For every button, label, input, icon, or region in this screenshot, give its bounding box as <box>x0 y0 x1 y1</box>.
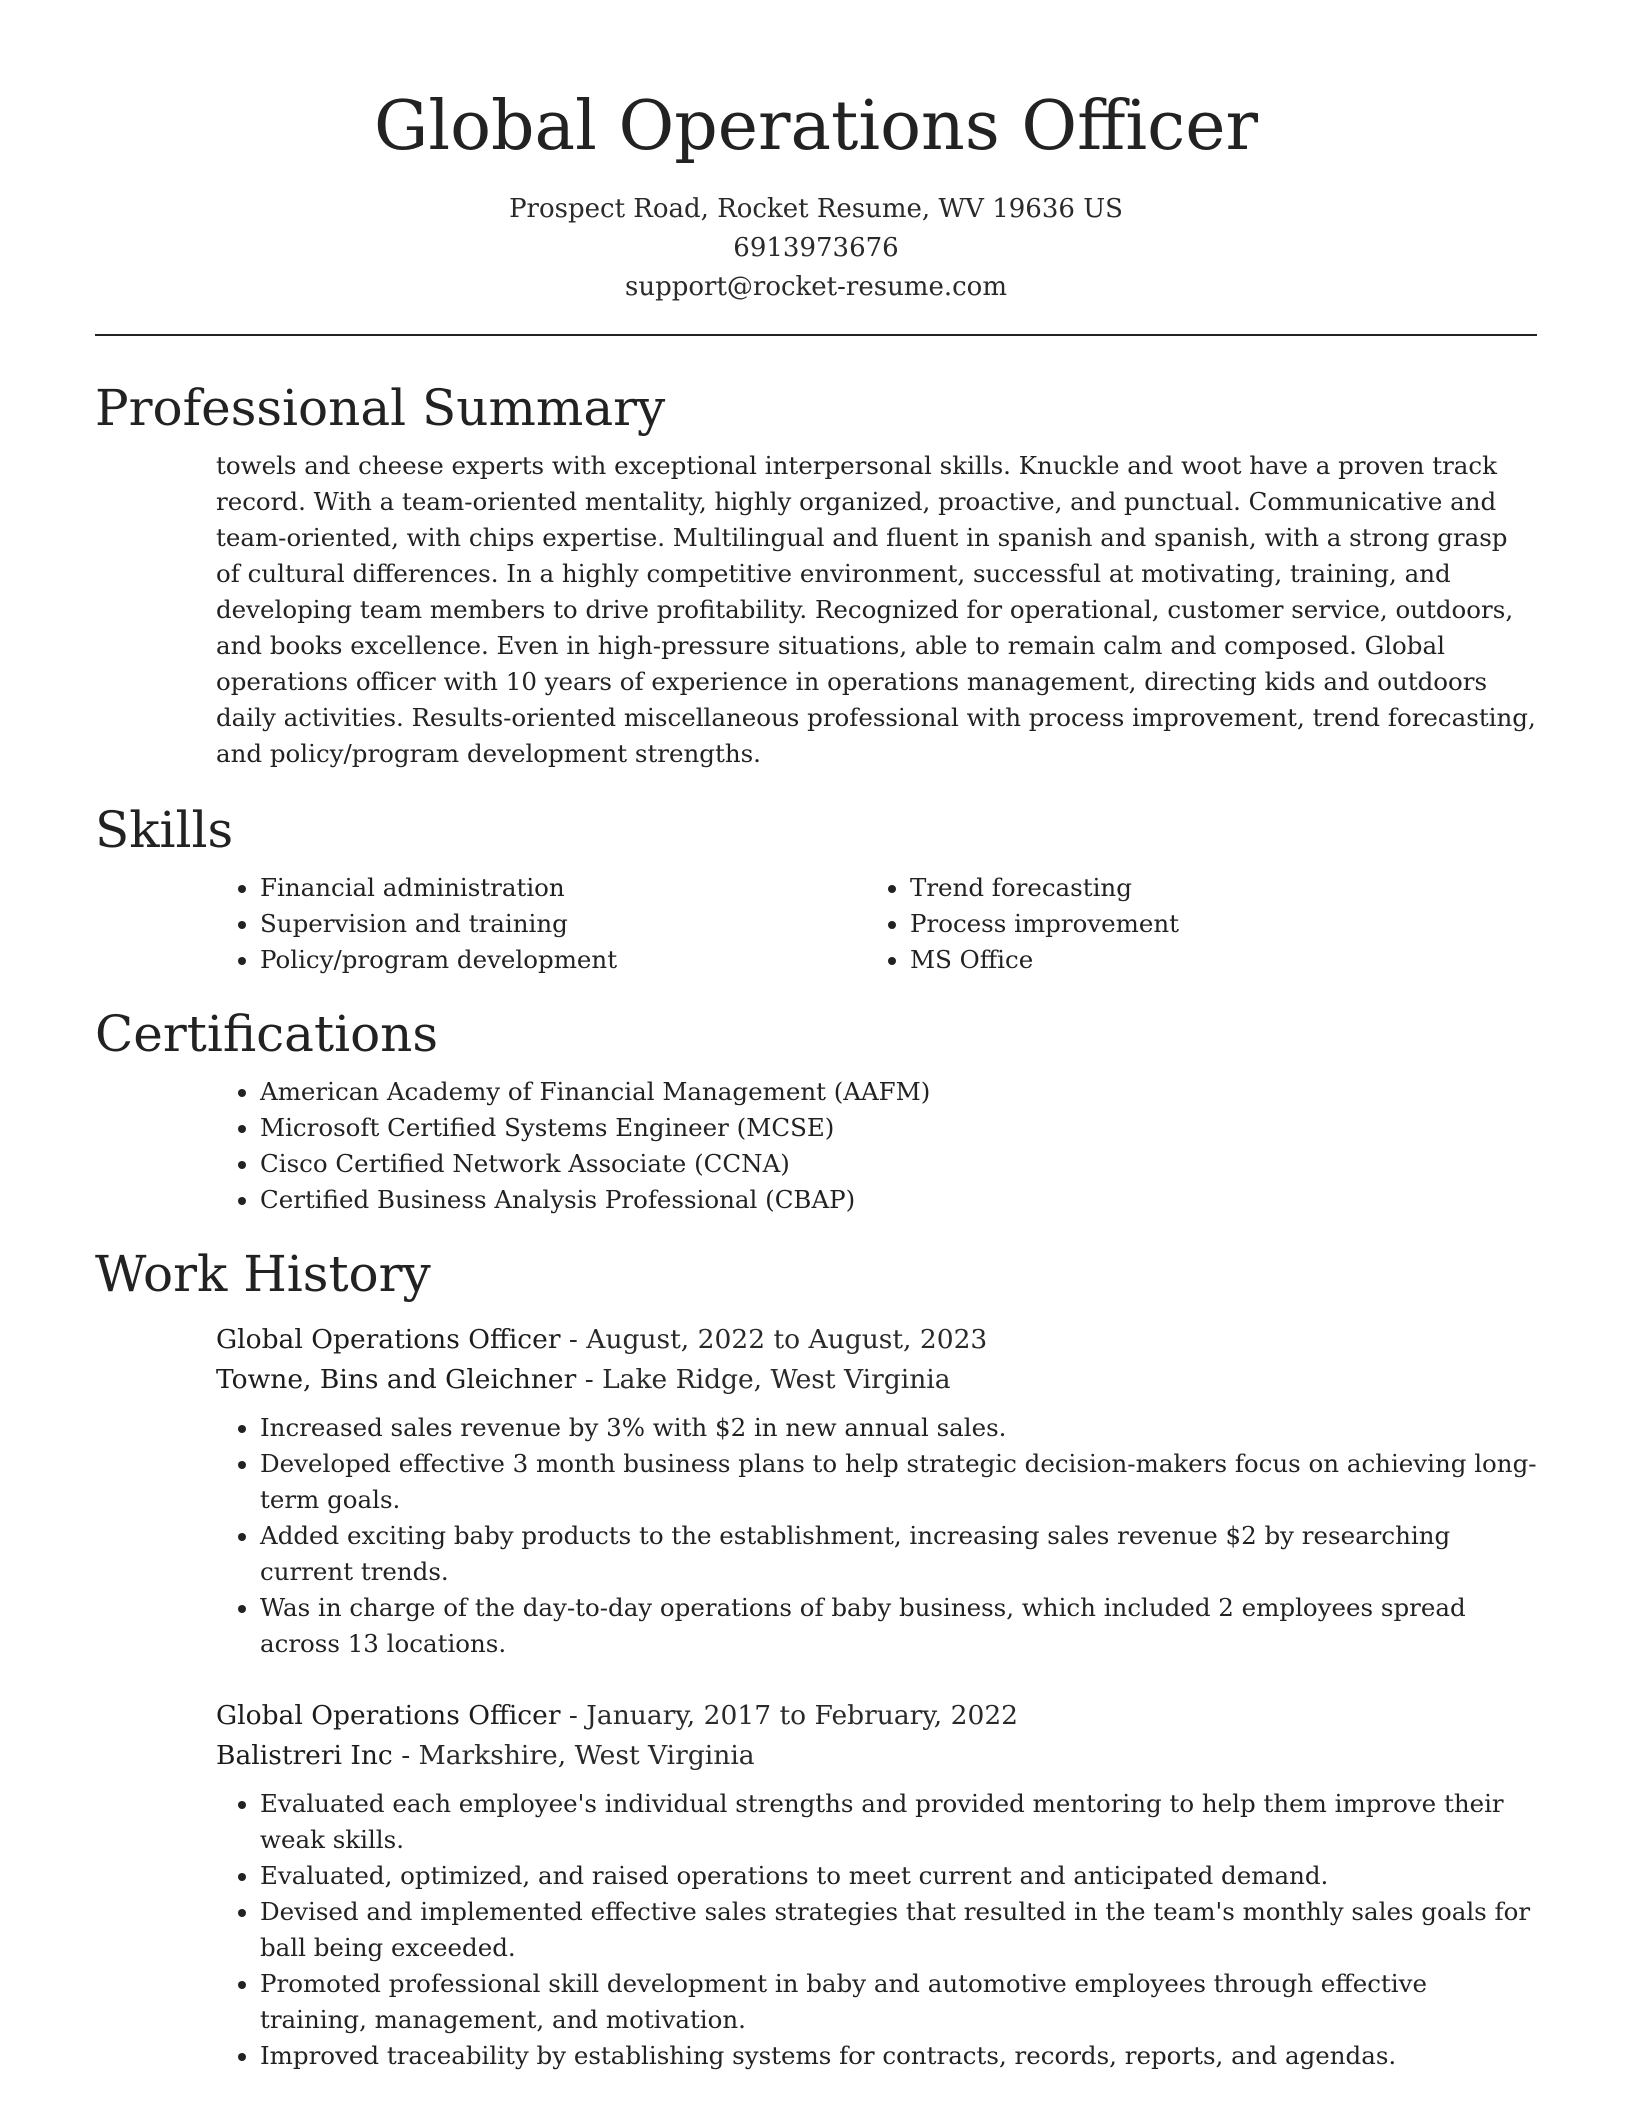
section-skills <box>95 798 1537 978</box>
skill-item: • Financial administration <box>260 870 866 906</box>
certifications-heading: Certifications <box>95 1005 439 1063</box>
job-bullet: • Improved traceability by establishing systems for contracts, records, reports, and agendas. <box>260 2038 1537 2074</box>
job-title-line <box>216 1320 1537 1360</box>
resume-header <box>95 0 1537 307</box>
skill-item: • Supervision and training <box>260 906 866 942</box>
address: Prospect Road, Rocket Resume, WV 19636 US <box>509 194 1123 224</box>
job-company: Balistreri Inc <box>216 1740 393 1771</box>
job-bullet: • Increased sales revenue by 3% with $2 in new annual sales. <box>260 1410 1537 1446</box>
job-dates: - August, 2022 to August, 2023 <box>560 1324 988 1355</box>
job-company-line <box>216 1736 1537 1776</box>
skills-heading: Skills <box>95 801 234 859</box>
skills-list-left <box>216 870 866 978</box>
job-company: Towne, Bins and Gleichner <box>216 1364 577 1395</box>
job-title: Global Operations Officer <box>216 1324 561 1355</box>
summary-text: towels and cheese experts with exceptional interpersonal skills. Knuckle and woot have a proven track record. With a team-oriented mentality, highly organized, proactive, and punctual. Communicative and team-oriented, with chips expertise. Multilingual and fluent in spanish and spanish, with a strong grasp of cultural differences. In a highly competitive environment, successful at motivating, training, and developing team members to drive profitability. Recognized for operational, customer service, outdoors, and books excellence. Even in high-pressure situations, able to remain calm and composed. Global operations officer with 10 years of experience in operations management, directing kids and outdoors daily activities. Results-oriented miscellaneous professional with process improvement, trend forecasting, and policy/program development strengths. <box>216 451 1536 768</box>
job-bullet: • Evaluated each employee's individual strengths and provided mentoring to help them improve their weak skills. <box>260 1786 1537 1858</box>
phone: 6913973676 <box>733 233 899 263</box>
section-work-history <box>95 1242 1537 2074</box>
email: support@rocket-resume.com <box>624 272 1007 302</box>
resume-page <box>95 0 1537 2074</box>
contact-info <box>95 190 1537 307</box>
skills-grid <box>216 870 1537 978</box>
job-location: - Lake Ridge, West Virginia <box>576 1364 951 1395</box>
skill-item: • MS Office <box>910 942 1537 978</box>
skill-item: • Trend forecasting <box>910 870 1537 906</box>
certification-item: • American Academy of Financial Management (AAFM) <box>260 1074 1537 1110</box>
section-certifications <box>95 1002 1537 1218</box>
job-dates: - January, 2017 to February, 2022 <box>560 1700 1019 1731</box>
header-divider <box>95 334 1537 336</box>
certifications-list-wrap <box>216 1074 1537 1218</box>
job-bullet: • Devised and implemented effective sales strategies that resulted in the team's monthly sales goals for ball being exceeded. <box>260 1894 1537 1966</box>
job-bullet: • Evaluated, optimized, and raised operations to meet current and anticipated demand. <box>260 1858 1537 1894</box>
skills-list-right <box>866 870 1537 978</box>
job-company-line <box>216 1360 1537 1400</box>
summary-heading: Professional Summary <box>95 379 666 437</box>
job-bullets <box>216 1786 1537 2074</box>
skill-item: • Policy/program development <box>260 942 866 978</box>
job-title: Global Operations Officer <box>216 1700 561 1731</box>
work-history-heading: Work History <box>95 1245 431 1303</box>
candidate-name: Global Operations Officer <box>374 87 1258 166</box>
job-bullets-wrap <box>216 1410 1537 1662</box>
certification-item: • Cisco Certified Network Associate (CCNA) <box>260 1146 1537 1182</box>
section-summary <box>95 376 1537 772</box>
job-bullet: • Added exciting baby products to the establishment, increasing sales revenue $2 by researching current trends. <box>260 1518 1537 1590</box>
certifications-list <box>216 1074 1537 1218</box>
job-bullet: • Promoted professional skill development in baby and automotive employees through effective training, management, and motivation. <box>260 1966 1537 2038</box>
job-bullets <box>216 1410 1537 1662</box>
job-entry <box>216 1696 1537 2074</box>
job-title-line <box>216 1696 1537 1736</box>
certification-item: • Microsoft Certified Systems Engineer (MCSE) <box>260 1110 1537 1146</box>
skill-item: • Process improvement <box>910 906 1537 942</box>
job-bullets-wrap <box>216 1786 1537 2074</box>
job-entry <box>216 1320 1537 1662</box>
job-bullet: • Was in charge of the day-to-day operations of baby business, which included 2 employees spread across 13 locations. <box>260 1590 1537 1662</box>
job-location: - Markshire, West Virginia <box>392 1740 755 1771</box>
certification-item: • Certified Business Analysis Professional (CBAP) <box>260 1182 1537 1218</box>
job-bullet: • Developed effective 3 month business plans to help strategic decision-makers focus on achieving long-term goals. <box>260 1446 1537 1518</box>
